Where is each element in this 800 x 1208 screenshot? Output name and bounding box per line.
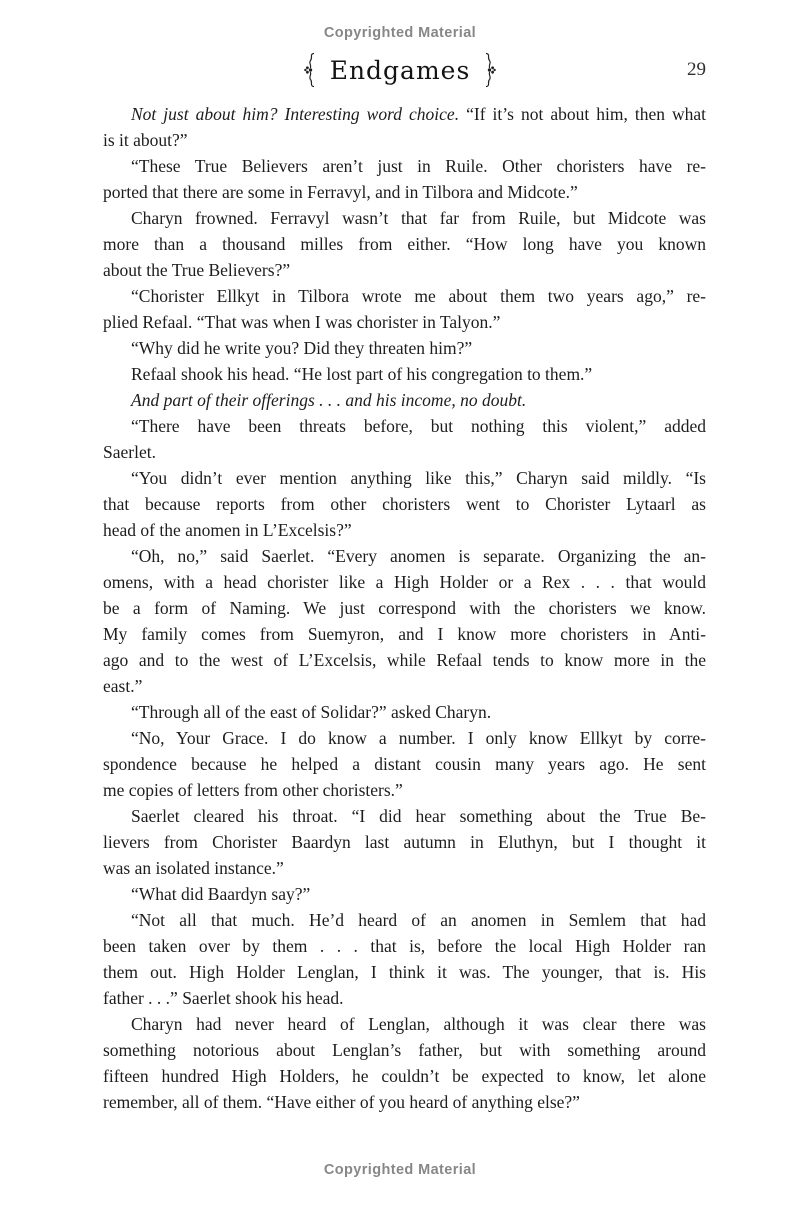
text-run: “If it’s not about him, then what (459, 104, 706, 124)
text-run: me copies of letters from other choristers.” (103, 780, 403, 800)
text-line (103, 803, 706, 829)
text-run: “You didn’t ever mention anything like this,” Charyn said mildly. “Is (131, 468, 706, 488)
text-run: Saerlet cleared his throat. “I did hear something about the True Be- (131, 806, 706, 826)
paragraph (103, 387, 706, 413)
paragraph (103, 881, 706, 907)
text-line (103, 933, 706, 959)
text-run: “What did Baardyn say?” (131, 884, 311, 904)
text-run: that because reports from other choristers went to Chorister Lytaarl as (103, 494, 706, 514)
paragraph (103, 101, 706, 153)
text-run: spondence because he helped a distant cousin many years ago. He sent (103, 754, 706, 774)
text-line (103, 829, 706, 855)
paragraph (103, 907, 706, 1011)
text-line (103, 699, 706, 725)
text-run: remember, all of them. “Have either of you heard of anything else?” (103, 1092, 580, 1112)
text-line (103, 101, 706, 127)
text-line (103, 881, 706, 907)
text-line (103, 1037, 706, 1063)
text-run: plied Refaal. “That was when I was chorister in Talyon.” (103, 312, 501, 332)
text-run: is it about?” (103, 130, 188, 150)
text-line (103, 387, 706, 413)
italic-text-run: Not just about him? Interesting word choice. (131, 104, 460, 124)
text-line (103, 1063, 706, 1089)
text-run: “Through all of the east of Solidar?” asked Charyn. (131, 702, 492, 722)
text-line (103, 153, 706, 179)
text-line (103, 309, 706, 335)
text-run: was an isolated instance.” (103, 858, 284, 878)
text-run: fifteen hundred High Holders, he couldn’t be expected to know, let alone (103, 1066, 706, 1086)
text-line (103, 257, 706, 283)
text-run: “Why did he write you? Did they threaten him?” (131, 338, 473, 358)
text-line (103, 361, 706, 387)
paragraph (103, 153, 706, 205)
text-line (103, 855, 706, 881)
text-run: “These True Believers aren’t just in Ruile. Other choristers have re- (131, 156, 706, 176)
text-line (103, 205, 706, 231)
copyright-notice-top: Copyrighted Material (323, 25, 477, 41)
text-run: lievers from Chorister Baardyn last autumn in Eluthyn, but I thought it (103, 832, 706, 852)
page-number: 29 (687, 59, 706, 80)
paragraph (103, 465, 706, 543)
text-line (103, 569, 706, 595)
chapter-title-group (0, 52, 800, 88)
text-line (103, 127, 706, 153)
text-line (103, 777, 706, 803)
text-run: “Not all that much. He’d heard of an anomen in Semlem that had (131, 910, 706, 930)
text-line (103, 491, 706, 517)
text-run: east.” (103, 676, 143, 696)
text-line (103, 959, 706, 985)
text-line (103, 647, 706, 673)
text-line (103, 231, 706, 257)
text-run: Refaal shook his head. “He lost part of his congregation to them.” (131, 364, 593, 384)
text-run: Saerlet. (103, 442, 156, 462)
paragraph (103, 205, 706, 283)
body-text (103, 101, 706, 1115)
paragraph (103, 335, 706, 361)
text-run: been taken over by them . . . that is, before the local High Holder ran (103, 936, 706, 956)
text-line (103, 283, 706, 309)
text-run: father . . .” Saerlet shook his head. (103, 988, 344, 1008)
paragraph (103, 361, 706, 387)
floral-flourish-right-icon (483, 52, 496, 88)
text-line (103, 985, 706, 1011)
text-line (103, 543, 706, 569)
text-line (103, 595, 706, 621)
paragraph (103, 1011, 706, 1115)
text-run: “Chorister Ellkyt in Tilbora wrote me about them two years ago,” re- (131, 286, 706, 306)
paragraph (103, 283, 706, 335)
text-run: “There have been threats before, but nothing this violent,” added (131, 416, 706, 436)
text-line (103, 335, 706, 361)
paragraph (103, 699, 706, 725)
text-line (103, 1011, 706, 1037)
book-title: Endgames (329, 55, 471, 85)
text-line (103, 465, 706, 491)
floral-flourish-left-icon (304, 52, 317, 88)
text-line (103, 517, 706, 543)
text-run: “Oh, no,” said Saerlet. “Every anomen is separate. Organizing the an- (131, 546, 706, 566)
text-line (103, 1089, 706, 1115)
text-run: My family comes from Suemyron, and I know more choristers in Anti- (103, 624, 706, 644)
paragraph (103, 543, 706, 699)
page-header (0, 52, 800, 92)
text-run: omens, with a head chorister like a High Holder or a Rex . . . that would (103, 572, 706, 592)
text-run: “No, Your Grace. I do know a number. I only know Ellkyt by corre- (131, 728, 706, 748)
text-line (103, 413, 706, 439)
text-run: ago and to the west of L’Excelsis, while Refaal tends to know more in the (103, 650, 706, 670)
text-line (103, 751, 706, 777)
paragraph (103, 725, 706, 803)
text-run: head of the anomen in L’Excelsis?” (103, 520, 352, 540)
text-run: ported that there are some in Ferravyl, and in Tilbora and Midcote.” (103, 182, 578, 202)
text-line (103, 673, 706, 699)
text-run: something notorious about Lenglan’s father, but with something around (103, 1040, 706, 1060)
text-run: Charyn frowned. Ferravyl wasn’t that far from Ruile, but Midcote was (131, 208, 706, 228)
text-run: Charyn had never heard of Lenglan, although it was clear there was (131, 1014, 706, 1034)
text-line (103, 621, 706, 647)
copyright-notice-bottom: Copyrighted Material (323, 1162, 477, 1178)
paragraph (103, 413, 706, 465)
text-line (103, 907, 706, 933)
italic-text-run: And part of their offerings . . . and his income, no doubt. (131, 390, 527, 410)
text-run: about the True Believers?” (103, 260, 291, 280)
text-line (103, 725, 706, 751)
text-run: more than a thousand milles from either. “How long have you known (103, 234, 706, 254)
text-line (103, 179, 706, 205)
text-run: them out. High Holder Lenglan, I think it was. The younger, that is. His (103, 962, 706, 982)
paragraph (103, 803, 706, 881)
text-line (103, 439, 706, 465)
text-run: be a form of Naming. We just correspond with the choristers we know. (103, 598, 706, 618)
